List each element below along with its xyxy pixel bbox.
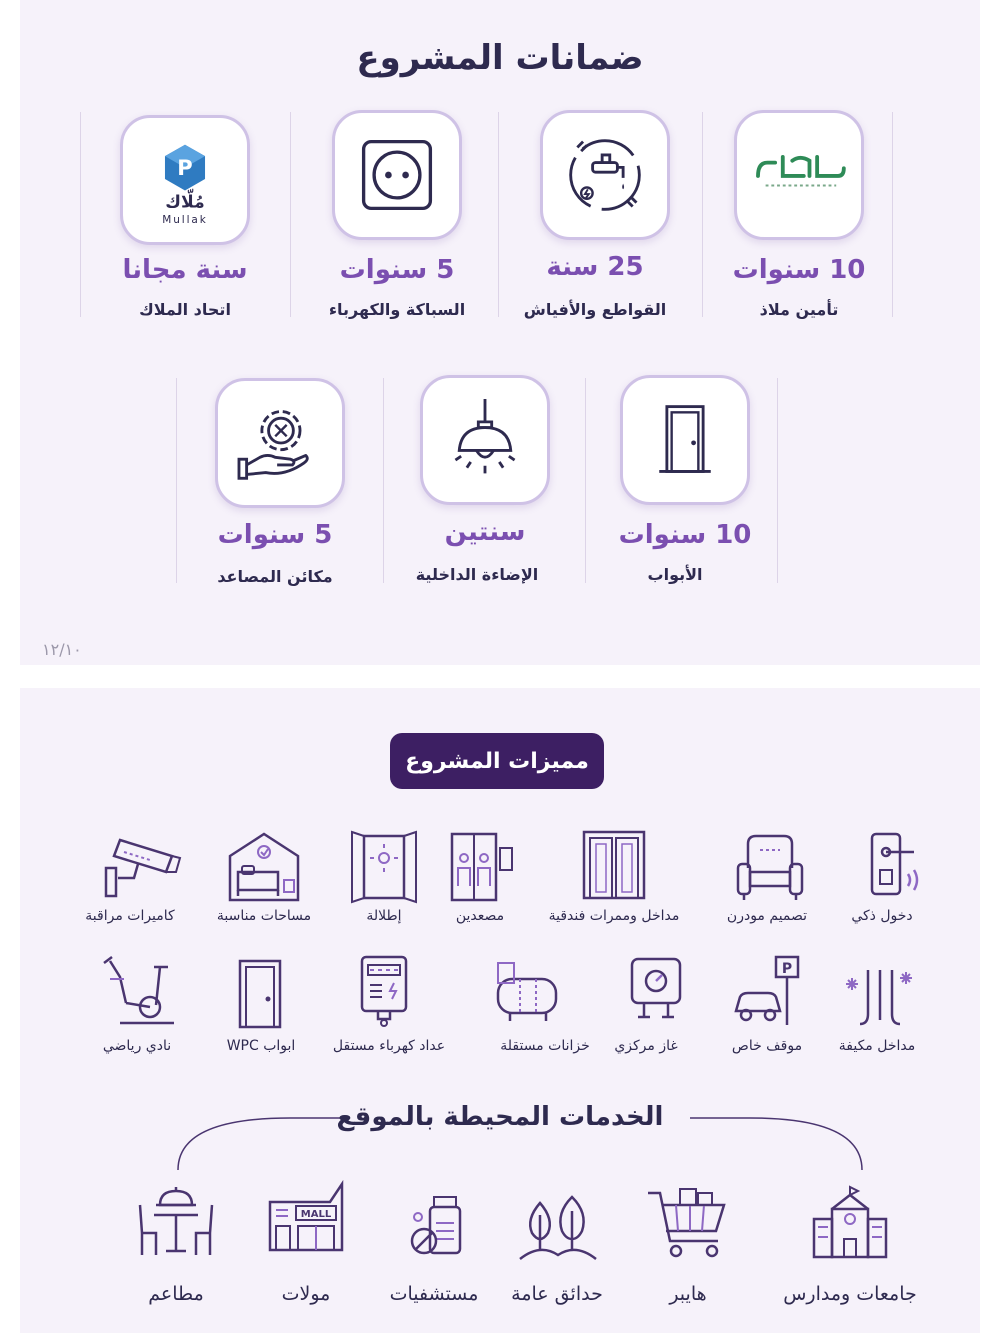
window-view-icon <box>336 828 432 910</box>
feature-label: غاز مركزي <box>614 1038 678 1054</box>
mullak-logo-ar: مُلّاك <box>165 192 205 213</box>
feature-label: موقف خاص <box>731 1038 803 1054</box>
divider <box>290 112 291 317</box>
mullak-logo <box>123 118 247 242</box>
service-label: حدائق عامة <box>511 1283 603 1305</box>
feature-label: مداخل مكيفة <box>838 1038 916 1054</box>
page-number: ١٢/١٠ <box>42 640 82 659</box>
gas-meter-icon <box>608 953 704 1035</box>
feature-label: دخول ذكي <box>851 908 913 924</box>
divider <box>585 378 586 583</box>
divider <box>498 112 499 317</box>
service-label: جامعات ومدارس <box>783 1283 917 1305</box>
guarantee-label: الإضاءة الداخلية <box>415 565 539 584</box>
feature-label: عداد كهرباء مستقل <box>332 1038 446 1054</box>
bedroom-icon <box>216 828 312 910</box>
feature-label: خزانات مستقلة <box>500 1038 590 1054</box>
shopping-cart-icon <box>640 1185 736 1267</box>
services-title: الخدمات المحيطة بالموقع <box>336 1102 664 1132</box>
power-socket-icon <box>335 113 459 237</box>
door-icon <box>623 378 747 502</box>
service-label: مطاعم <box>148 1283 204 1305</box>
medicine-pills-icon <box>388 1193 484 1275</box>
mullak-logo-en: Mullak <box>162 213 208 226</box>
feature-label: مساحات مناسبة <box>216 908 312 924</box>
divider <box>176 378 177 583</box>
divider <box>383 378 384 583</box>
park-trees-icon <box>510 1193 606 1275</box>
guarantee-years: 5 سنوات <box>217 520 333 550</box>
electric-meter-icon <box>336 953 432 1035</box>
pendant-lamp-icon <box>423 378 547 502</box>
service-label: مولات <box>281 1283 331 1305</box>
cctv-camera-icon <box>90 828 186 910</box>
guarantee-years: سنة مجانا <box>122 255 248 285</box>
feature-label: مصعدين <box>455 908 505 924</box>
guarantee-label: اتحاد الملاك <box>139 300 231 319</box>
exercise-bike-icon <box>90 953 186 1035</box>
gear-hand-card <box>215 378 345 508</box>
armchair-icon <box>722 828 818 910</box>
divider <box>777 378 778 583</box>
school-building-icon <box>802 1185 898 1267</box>
feature-label: إطلالة <box>366 908 402 924</box>
double-door-icon <box>566 828 662 910</box>
door-card <box>620 375 750 505</box>
mall-building-icon <box>258 1180 354 1262</box>
parking-car-icon <box>722 953 818 1035</box>
feature-label: نادي رياضي <box>102 1038 172 1054</box>
feature-label: ابواب WPC <box>226 1038 296 1054</box>
guarantee-years: سنتين <box>444 517 526 547</box>
service-label: هايبر <box>669 1283 707 1305</box>
svg-text:P: P <box>781 961 793 977</box>
guarantee-years: 10 سنوات <box>732 255 866 285</box>
feature-label: كاميرات مراقبة <box>85 908 175 924</box>
gear-wrench-hand-icon <box>218 381 342 505</box>
elevator-icon <box>432 828 528 910</box>
guarantee-years: 5 سنوات <box>339 255 455 285</box>
wpc-door-icon <box>212 953 308 1035</box>
mullak-logo-card <box>120 115 250 245</box>
guarantee-label: تأمين ملاذ <box>759 300 839 319</box>
feature-label: مداخل وممرات فندقية <box>548 908 680 924</box>
smart-lock-icon <box>842 828 938 910</box>
divider <box>702 112 703 317</box>
feature-label: تصميم مودرن <box>726 908 808 924</box>
guarantee-years: 10 سنوات <box>618 520 752 550</box>
guarantee-label: القواطع والأفياش <box>523 300 667 319</box>
divider <box>80 112 81 317</box>
guarantee-label: السباكة والكهرباء <box>328 300 466 319</box>
mall-sign-text: MALL <box>300 1209 332 1220</box>
features-title: مميزات المشروع <box>390 733 604 789</box>
guarantee-years: 25 سنة <box>546 252 644 282</box>
guarantee-label: الأبواب <box>647 565 703 584</box>
svg-text:P: P <box>177 156 193 181</box>
faucet-plug-card <box>540 110 670 240</box>
malath-logo <box>737 113 861 237</box>
malath-logo-card <box>734 110 864 240</box>
pendant-lamp-card <box>420 375 550 505</box>
service-label: مستشفيات <box>389 1283 479 1305</box>
divider <box>892 112 893 317</box>
page-title: ضمانات المشروع <box>356 38 644 78</box>
water-tank-icon <box>480 953 576 1035</box>
ac-vent-icon <box>830 958 926 1040</box>
restaurant-table-icon <box>128 1185 224 1267</box>
power-socket-card <box>332 110 462 240</box>
guarantee-label: مكائن المصاعد <box>217 567 333 586</box>
faucet-plug-icon <box>543 113 667 237</box>
